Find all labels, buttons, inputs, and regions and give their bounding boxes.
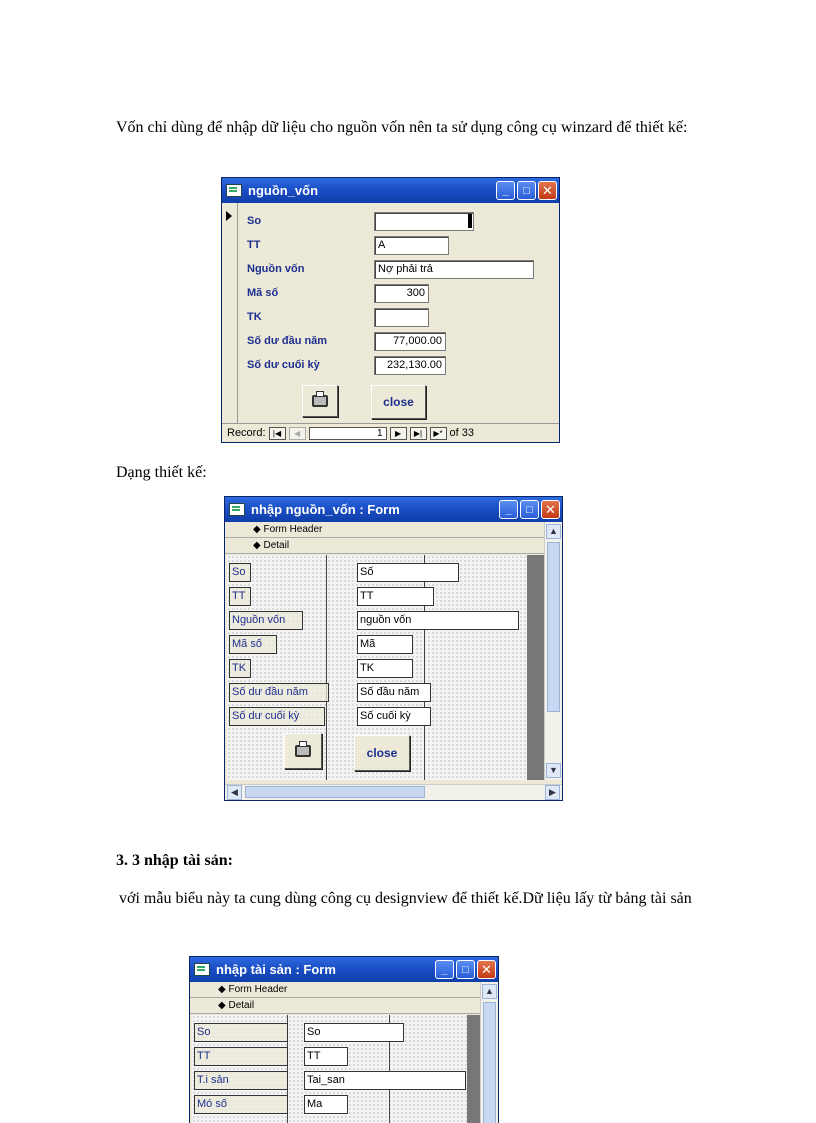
first-record-icon[interactable]: |◀ — [269, 427, 286, 440]
section-arrow-icon: ◆ — [253, 540, 264, 551]
scroll-thumb[interactable] — [483, 1002, 496, 1123]
current-record-arrow-icon — [226, 211, 232, 221]
record-label: Record: — [227, 427, 266, 439]
scroll-up-icon[interactable]: ▲ — [482, 984, 497, 999]
maximize-icon[interactable]: □ — [517, 181, 536, 200]
design-print-button[interactable] — [284, 733, 322, 769]
scroll-up-icon[interactable]: ▲ — [546, 524, 561, 539]
close-icon[interactable]: ✕ — [538, 181, 557, 200]
field-so[interactable] — [374, 212, 474, 231]
design-field-tt[interactable]: TT — [304, 1047, 348, 1066]
nhap-tai-san-design-window — [189, 956, 499, 1123]
detail-section-bar[interactable] — [190, 998, 481, 1014]
label-so-du-dau-nam: Số dư đầu năm — [247, 335, 328, 347]
section-arrow-icon: ◆ — [218, 1000, 229, 1011]
maximize-icon[interactable]: □ — [456, 960, 475, 979]
form-width-bar — [467, 1015, 481, 1123]
field-so-du-cuoi-ky[interactable]: 232,130.00 — [374, 356, 446, 375]
nguon-von-form-window — [221, 177, 560, 443]
form-header-section-bar[interactable] — [225, 522, 545, 538]
printer-icon — [312, 395, 328, 407]
scroll-left-icon[interactable]: ◀ — [227, 785, 242, 800]
label-tt: TT — [247, 239, 261, 251]
design-field-so-du-dau-nam[interactable]: Số đầu năm — [357, 683, 431, 702]
detail-section-bar[interactable] — [225, 538, 545, 554]
field-ma-so[interactable]: 300 — [374, 284, 429, 303]
next-record-icon[interactable]: ▶ — [390, 427, 407, 440]
design-field-tk[interactable]: TK — [357, 659, 413, 678]
title-bar — [225, 497, 562, 522]
field-tk[interactable] — [374, 308, 429, 327]
form-header-section-bar[interactable] — [190, 982, 481, 998]
field-tt[interactable]: A — [374, 236, 449, 255]
horizontal-scrollbar[interactable] — [225, 784, 562, 800]
scroll-right-icon[interactable]: ▶ — [545, 785, 560, 800]
nhap-nguon-von-design-window — [224, 496, 563, 801]
intro-paragraph: Vốn chỉ dùng để nhập dữ liệu cho nguồn vốn nên ta sử dụng công cụ winzard để thiết kế: — [116, 119, 688, 136]
design-label-ma-so[interactable]: Mã số — [229, 635, 277, 654]
window-title: nguồn_vốn — [248, 183, 319, 198]
field-nguon-von[interactable]: Nợ phải trả — [374, 260, 534, 279]
title-bar — [222, 178, 559, 203]
text-cursor — [468, 214, 472, 228]
section-arrow-icon: ◆ — [253, 524, 264, 535]
label-nguon-von: Nguồn vốn — [247, 263, 305, 275]
label-so-du-cuoi-ky: Số dư cuối kỳ — [247, 359, 320, 371]
print-button[interactable] — [302, 385, 338, 417]
design-close-button[interactable]: close — [354, 735, 410, 771]
detail-grid[interactable] — [227, 555, 545, 780]
minimize-icon[interactable]: _ — [496, 181, 515, 200]
design-field-nguon-von[interactable]: nguồn vốn — [357, 611, 519, 630]
design-field-tt[interactable]: TT — [357, 587, 434, 606]
printer-icon — [295, 745, 311, 757]
design-field-ma-so[interactable]: Ma — [304, 1095, 348, 1114]
vertical-scrollbar[interactable] — [480, 982, 498, 1123]
form-width-bar — [527, 555, 545, 780]
design-label-nguon-von[interactable]: Nguồn vốn — [229, 611, 303, 630]
label-ma-so: Mã số — [247, 287, 279, 299]
title-bar — [190, 957, 498, 982]
design-field-ma-so[interactable]: Mã — [357, 635, 413, 654]
hscroll-thumb[interactable] — [245, 786, 425, 798]
prev-record-icon[interactable]: ◀ — [289, 427, 306, 440]
form-header-label: Form Header — [263, 524, 323, 535]
label-so: So — [247, 215, 262, 227]
section-paragraph: với mẫu biểu này ta cung dùng công cụ designview để thiết kế.Dữ liệu lấy từ bảng tài sản — [119, 890, 692, 907]
form-icon — [229, 503, 245, 516]
design-label-tt[interactable]: TT — [229, 587, 251, 606]
label-tk: TK — [247, 311, 262, 323]
design-label-tk[interactable]: TK — [229, 659, 251, 678]
minimize-icon[interactable]: _ — [435, 960, 454, 979]
section-arrow-icon: ◆ — [218, 984, 229, 995]
grid-line — [326, 555, 327, 780]
design-label-so[interactable]: So — [194, 1023, 288, 1042]
design-label-ma-so[interactable]: Mó số — [194, 1095, 288, 1114]
close-button[interactable]: close — [371, 385, 426, 419]
close-icon[interactable]: ✕ — [541, 500, 560, 519]
design-label-so-du-dau-nam[interactable]: Số dư đầu năm — [229, 683, 329, 702]
design-field-so[interactable]: Số — [357, 563, 459, 582]
design-field-so-du-cuoi-ky[interactable]: Số cuối kỳ — [357, 707, 431, 726]
window-title: nhập nguồn_vốn : Form — [251, 502, 400, 517]
record-count: of 33 — [449, 427, 474, 439]
scroll-down-icon[interactable]: ▼ — [546, 763, 561, 778]
field-so-du-dau-nam[interactable]: 77,000.00 — [374, 332, 446, 351]
record-number-input[interactable]: 1 — [309, 427, 387, 440]
design-label-so-du-cuoi-ky[interactable]: Số dư cuối kỳ — [229, 707, 325, 726]
form-icon — [194, 963, 210, 976]
vertical-scrollbar[interactable] — [544, 522, 562, 780]
design-label-so[interactable]: So — [229, 563, 251, 582]
minimize-icon[interactable]: _ — [499, 500, 518, 519]
form-body — [222, 203, 559, 424]
section-heading: 3. 3 nhập tài sản: — [116, 852, 233, 869]
design-field-tai-san[interactable]: Tai_san — [304, 1071, 466, 1090]
last-record-icon[interactable]: ▶| — [410, 427, 427, 440]
close-icon[interactable]: ✕ — [477, 960, 496, 979]
design-label-tai-san[interactable]: T.i sản — [194, 1071, 288, 1090]
new-record-icon[interactable]: ▶* — [430, 427, 447, 440]
form-icon — [226, 184, 242, 197]
detail-grid[interactable] — [192, 1015, 481, 1123]
design-label-tt[interactable]: TT — [194, 1047, 288, 1066]
scroll-thumb[interactable] — [547, 542, 560, 712]
record-navigation-bar — [222, 423, 559, 442]
maximize-icon[interactable]: □ — [520, 500, 539, 519]
record-selector[interactable] — [222, 203, 238, 424]
design-field-so[interactable]: So — [304, 1023, 404, 1042]
form-header-label: Form Header — [228, 984, 288, 995]
detail-label: Detail — [228, 1000, 255, 1011]
detail-label: Detail — [263, 540, 290, 551]
design-view-caption: Dạng thiết kế: — [116, 464, 207, 481]
window-title: nhập tài sản : Form — [216, 962, 336, 977]
